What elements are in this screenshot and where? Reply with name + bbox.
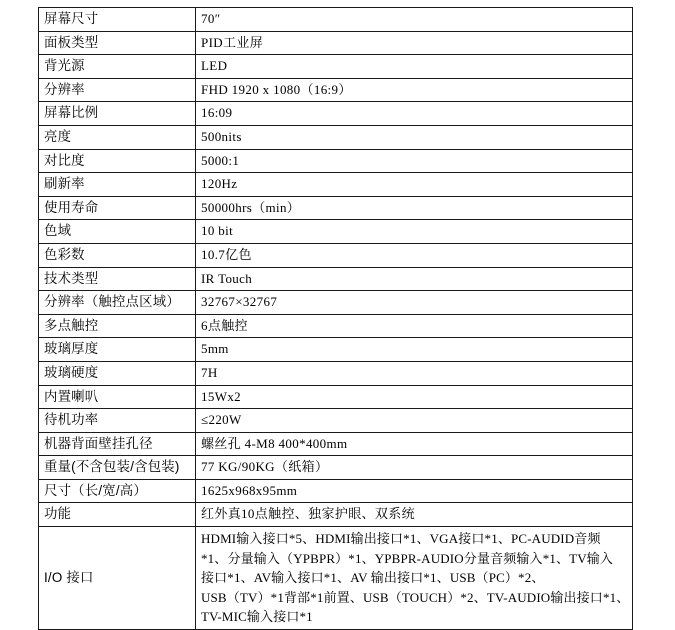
io-value-line: *1、分量输入（YPBPR）*1、YPBPR-AUDIO分量音频输入*1、TV输入 (201, 550, 614, 566)
io-label-cell: I/O 接口 (39, 527, 196, 630)
table-row-io (39, 527, 633, 630)
table-row (39, 243, 633, 267)
spec-value-cell: 5000:1 (196, 149, 633, 173)
table-row (39, 456, 633, 480)
io-value-cell (196, 527, 633, 630)
spec-label-cell: 屏幕比例 (39, 102, 196, 126)
table-row (39, 432, 633, 456)
spec-label-cell: 刷新率 (39, 173, 196, 197)
spec-value-cell: 螺丝孔 4-M8 400*400mm (196, 432, 633, 456)
spec-value-cell: 500nits (196, 125, 633, 149)
spec-label-cell: 功能 (39, 503, 196, 527)
spec-label-cell: 分辨率 (39, 78, 196, 102)
spec-label-cell: 使用寿命 (39, 196, 196, 220)
table-row (39, 291, 633, 315)
spec-value-cell: 32767×32767 (196, 291, 633, 315)
spec-label-cell: 对比度 (39, 149, 196, 173)
spec-value-cell: 6点触控 (196, 314, 633, 338)
spec-value-cell: 70″ (196, 8, 633, 32)
spec-value-cell: PID工业屏 (196, 31, 633, 55)
specification-table-body (39, 8, 633, 630)
table-row (39, 125, 633, 149)
spec-value-cell: 5mm (196, 338, 633, 362)
table-row (39, 78, 633, 102)
spec-value-cell: 77 KG/90KG（纸箱） (196, 456, 633, 480)
spec-label-cell: 多点触控 (39, 314, 196, 338)
spec-value-cell: 16:09 (196, 102, 633, 126)
table-row (39, 102, 633, 126)
spec-label-cell: 色域 (39, 220, 196, 244)
table-row (39, 8, 633, 32)
spec-value-cell: IR Touch (196, 267, 633, 291)
spec-value-cell: 红外真10点触控、独家护眼、双系统 (196, 503, 633, 527)
io-value-line: USB（TV）*1背部*1前置、USB（TOUCH）*2、TV-AUDIO输出接口*1、 (201, 589, 630, 605)
spec-label-cell: 玻璃厚度 (39, 338, 196, 362)
table-row (39, 196, 633, 220)
spec-value-cell: 1625x968x95mm (196, 479, 633, 503)
spec-value-cell: 15Wx2 (196, 385, 633, 409)
table-row (39, 55, 633, 79)
spec-label-cell: 尺寸（长/宽/高） (39, 479, 196, 503)
spec-label-cell: 机器背面壁挂孔径 (39, 432, 196, 456)
spec-label-cell: 技术类型 (39, 267, 196, 291)
spec-label-cell: 分辨率（触控点区域） (39, 291, 196, 315)
table-row (39, 314, 633, 338)
table-row (39, 409, 633, 433)
spec-label-cell: 色彩数 (39, 243, 196, 267)
spec-label-cell: 背光源 (39, 55, 196, 79)
spec-value-cell: 7H (196, 361, 633, 385)
spec-value-cell: 50000hrs（min） (196, 196, 633, 220)
io-value-line: TV-MIC输入接口*1 (201, 609, 313, 625)
spec-label-cell: 待机功率 (39, 409, 196, 433)
spec-label-cell: 内置喇叭 (39, 385, 196, 409)
io-value-line: 接口*1、AV输入接口*1、AV 输出接口*1、USB（PC）*2、 (201, 570, 545, 586)
spec-label-cell: 亮度 (39, 125, 196, 149)
spec-value-cell: 10.7亿色 (196, 243, 633, 267)
spec-value-cell: FHD 1920 x 1080（16:9） (196, 78, 633, 102)
spec-label-cell: 屏幕尺寸 (39, 8, 196, 32)
spec-value-cell: LED (196, 55, 633, 79)
table-row (39, 31, 633, 55)
spec-label-cell: 面板类型 (39, 31, 196, 55)
table-row (39, 220, 633, 244)
spec-label-cell: 玻璃硬度 (39, 361, 196, 385)
table-row (39, 385, 633, 409)
spec-value-cell: ≤220W (196, 409, 633, 433)
spec-value-cell: 120Hz (196, 173, 633, 197)
spec-label-cell: 重量(不含包装/含包装) (39, 456, 196, 480)
table-row (39, 149, 633, 173)
table-row (39, 267, 633, 291)
table-row (39, 503, 633, 527)
table-row (39, 361, 633, 385)
table-row (39, 173, 633, 197)
spec-value-cell: 10 bit (196, 220, 633, 244)
table-row (39, 479, 633, 503)
io-value-line: HDMI输入接口*5、HDMI输出接口*1、VGA接口*1、PC-AUDID音频 (201, 531, 601, 547)
table-row (39, 338, 633, 362)
specification-table (38, 7, 633, 630)
